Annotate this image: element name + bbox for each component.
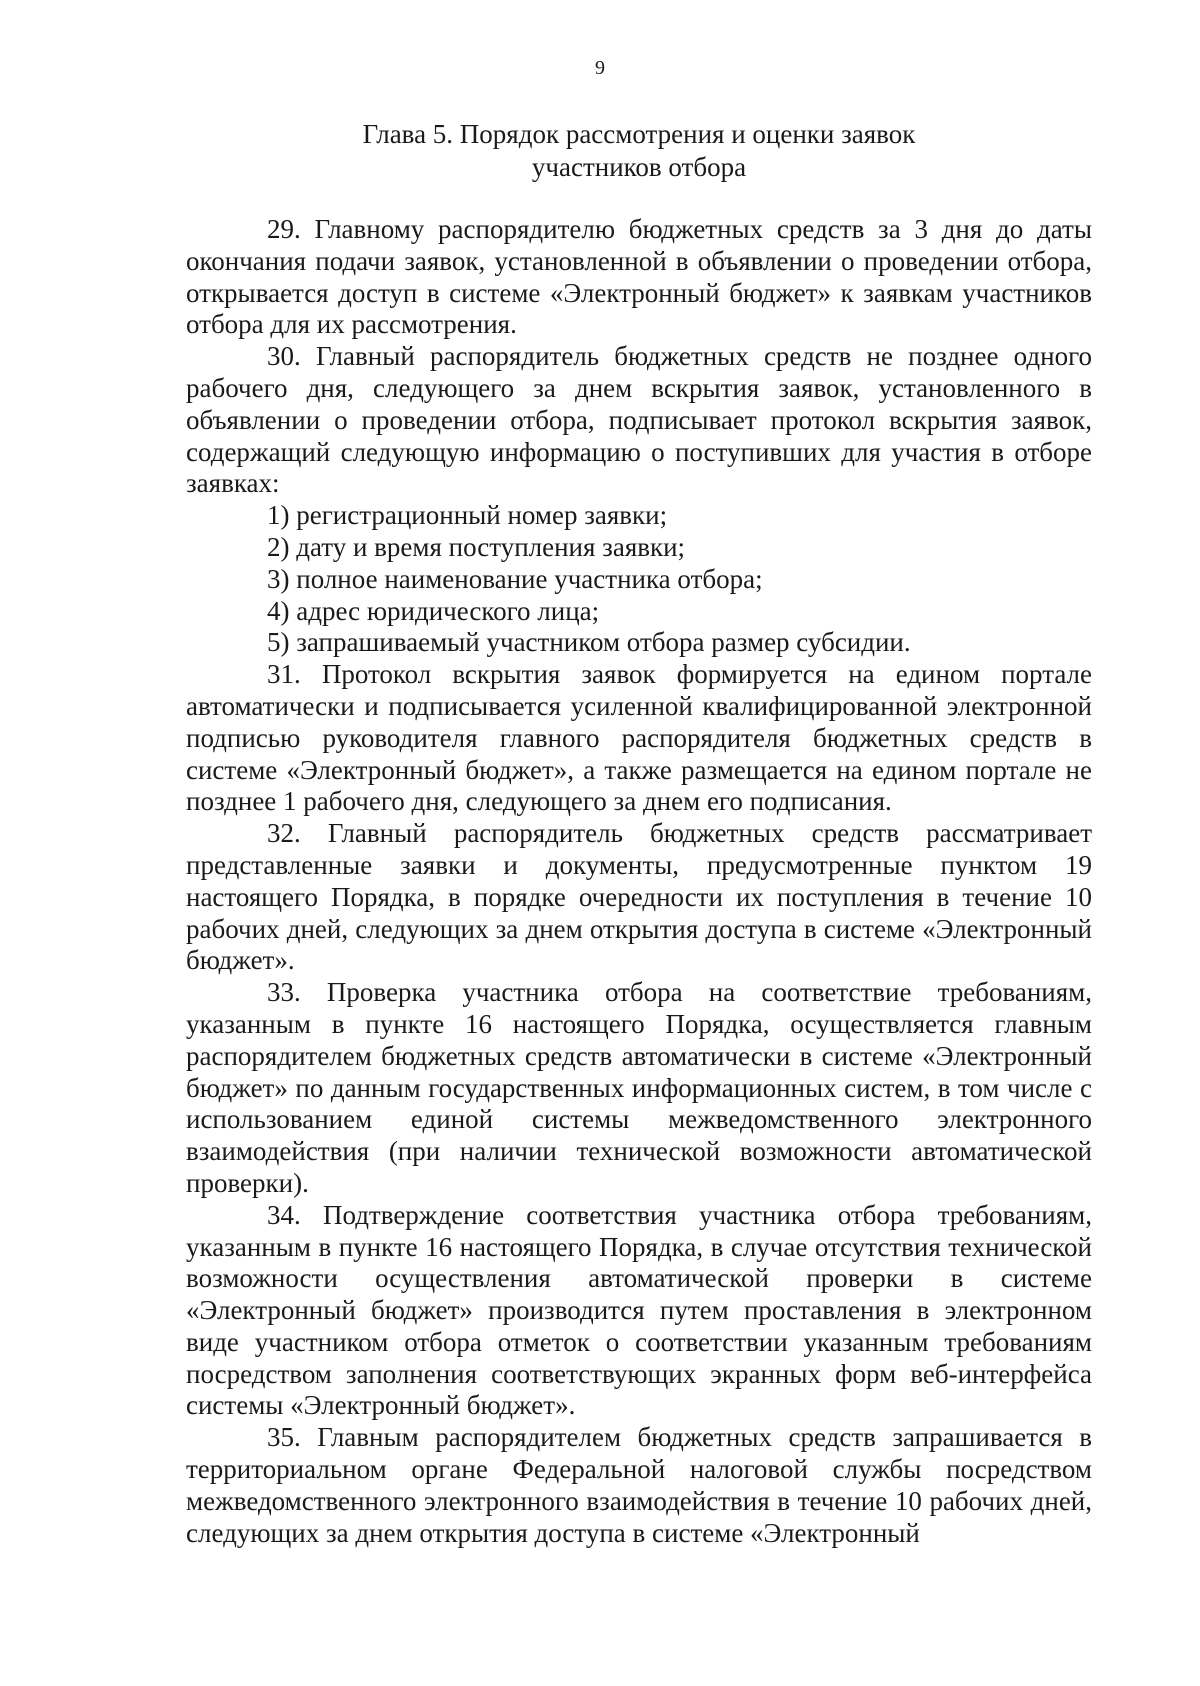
- paragraph-35: 35. Главным распорядителем бюджетных средств запрашивается в территориальном органе Федеральной налоговой службы посредством межведомственного электронного взаимодействия в течение 10 рабочих дней, следующих за днем открытия доступа в системе «Электронный: [186, 1422, 1092, 1548]
- paragraph-33: 33. Проверка участника отбора на соответствие требованиям, указанным в пункте 16 настоящего Порядка, осуществляется главным распорядителем бюджетных средств автоматически в системе «Электронный бюджет» по данным государственных информационных систем, в том числе с использованием единой системы межведомственного электронного взаимодействия (при наличии технической возможности автоматической проверки).: [186, 977, 1092, 1198]
- paragraph-30: 30. Главный распорядитель бюджетных средств не позднее одного рабочего дня, следующего за днем вскрытия заявок, установленного в объявлении о проведении отбора, подписывает протокол вскрытия заявок, содержащий следующую информацию о поступивших для участия в отборе заявках:: [186, 341, 1092, 499]
- list-item: 5) запрашиваемый участником отбора размер субсидии.: [267, 627, 911, 658]
- chapter-title-line-1: Глава 5. Порядок рассмотрения и оценки заявок: [362, 119, 916, 149]
- chapter-title-line-2: участников отбора: [531, 152, 747, 182]
- paragraph-31: 31. Протокол вскрытия заявок формируется на едином портале автоматически и подписывается усиленной квалифицированной электронной подписью руководителя главного распорядителя бюджетных средств в системе «Электронный бюджет», а также размещается на едином портале не позднее 1 рабочего дня, следующего за днем его подписания.: [186, 659, 1092, 817]
- list-item: 1) регистрационный номер заявки;: [267, 500, 668, 531]
- paragraph-32: 32. Главный распорядитель бюджетных средств рассматривает представленные заявки и документы, предусмотренные пунктом 19 настоящего Порядка, в порядке очередности их поступления в течение 10 рабочих дней, следующих за днем открытия доступа в системе «Электронный бюджет».: [186, 818, 1092, 976]
- list-item: 2) дату и время поступления заявки;: [267, 531, 686, 562]
- paragraph-29: 29. Главному распорядителю бюджетных средств за 3 дня до даты окончания подачи заявок, установленной в объявлении о проведении отбора, открывается доступ в системе «Электронный бюджет» к заявкам участников отбора для их рассмотрения.: [186, 214, 1092, 340]
- chapter-title: [186, 118, 1092, 184]
- list-item: 4) адрес юридического лица;: [267, 595, 600, 626]
- document-body: [186, 214, 1092, 1549]
- list-item: 3) полное наименование участника отбора;: [267, 563, 763, 594]
- page-number: 9: [595, 57, 605, 79]
- paragraph-34: 34. Подтверждение соответствия участника отбора требованиям, указанным в пункте 16 настоящего Порядка, в случае отсутствия технической возможности осуществления автоматической проверки в системе «Электронный бюджет» производится путем проставления в электронном виде участником отбора отметок о соответствии указанным требованиям посредством заполнения соответствующих экранных форм веб-интерфейса системы «Электронный бюджет».: [186, 1199, 1092, 1421]
